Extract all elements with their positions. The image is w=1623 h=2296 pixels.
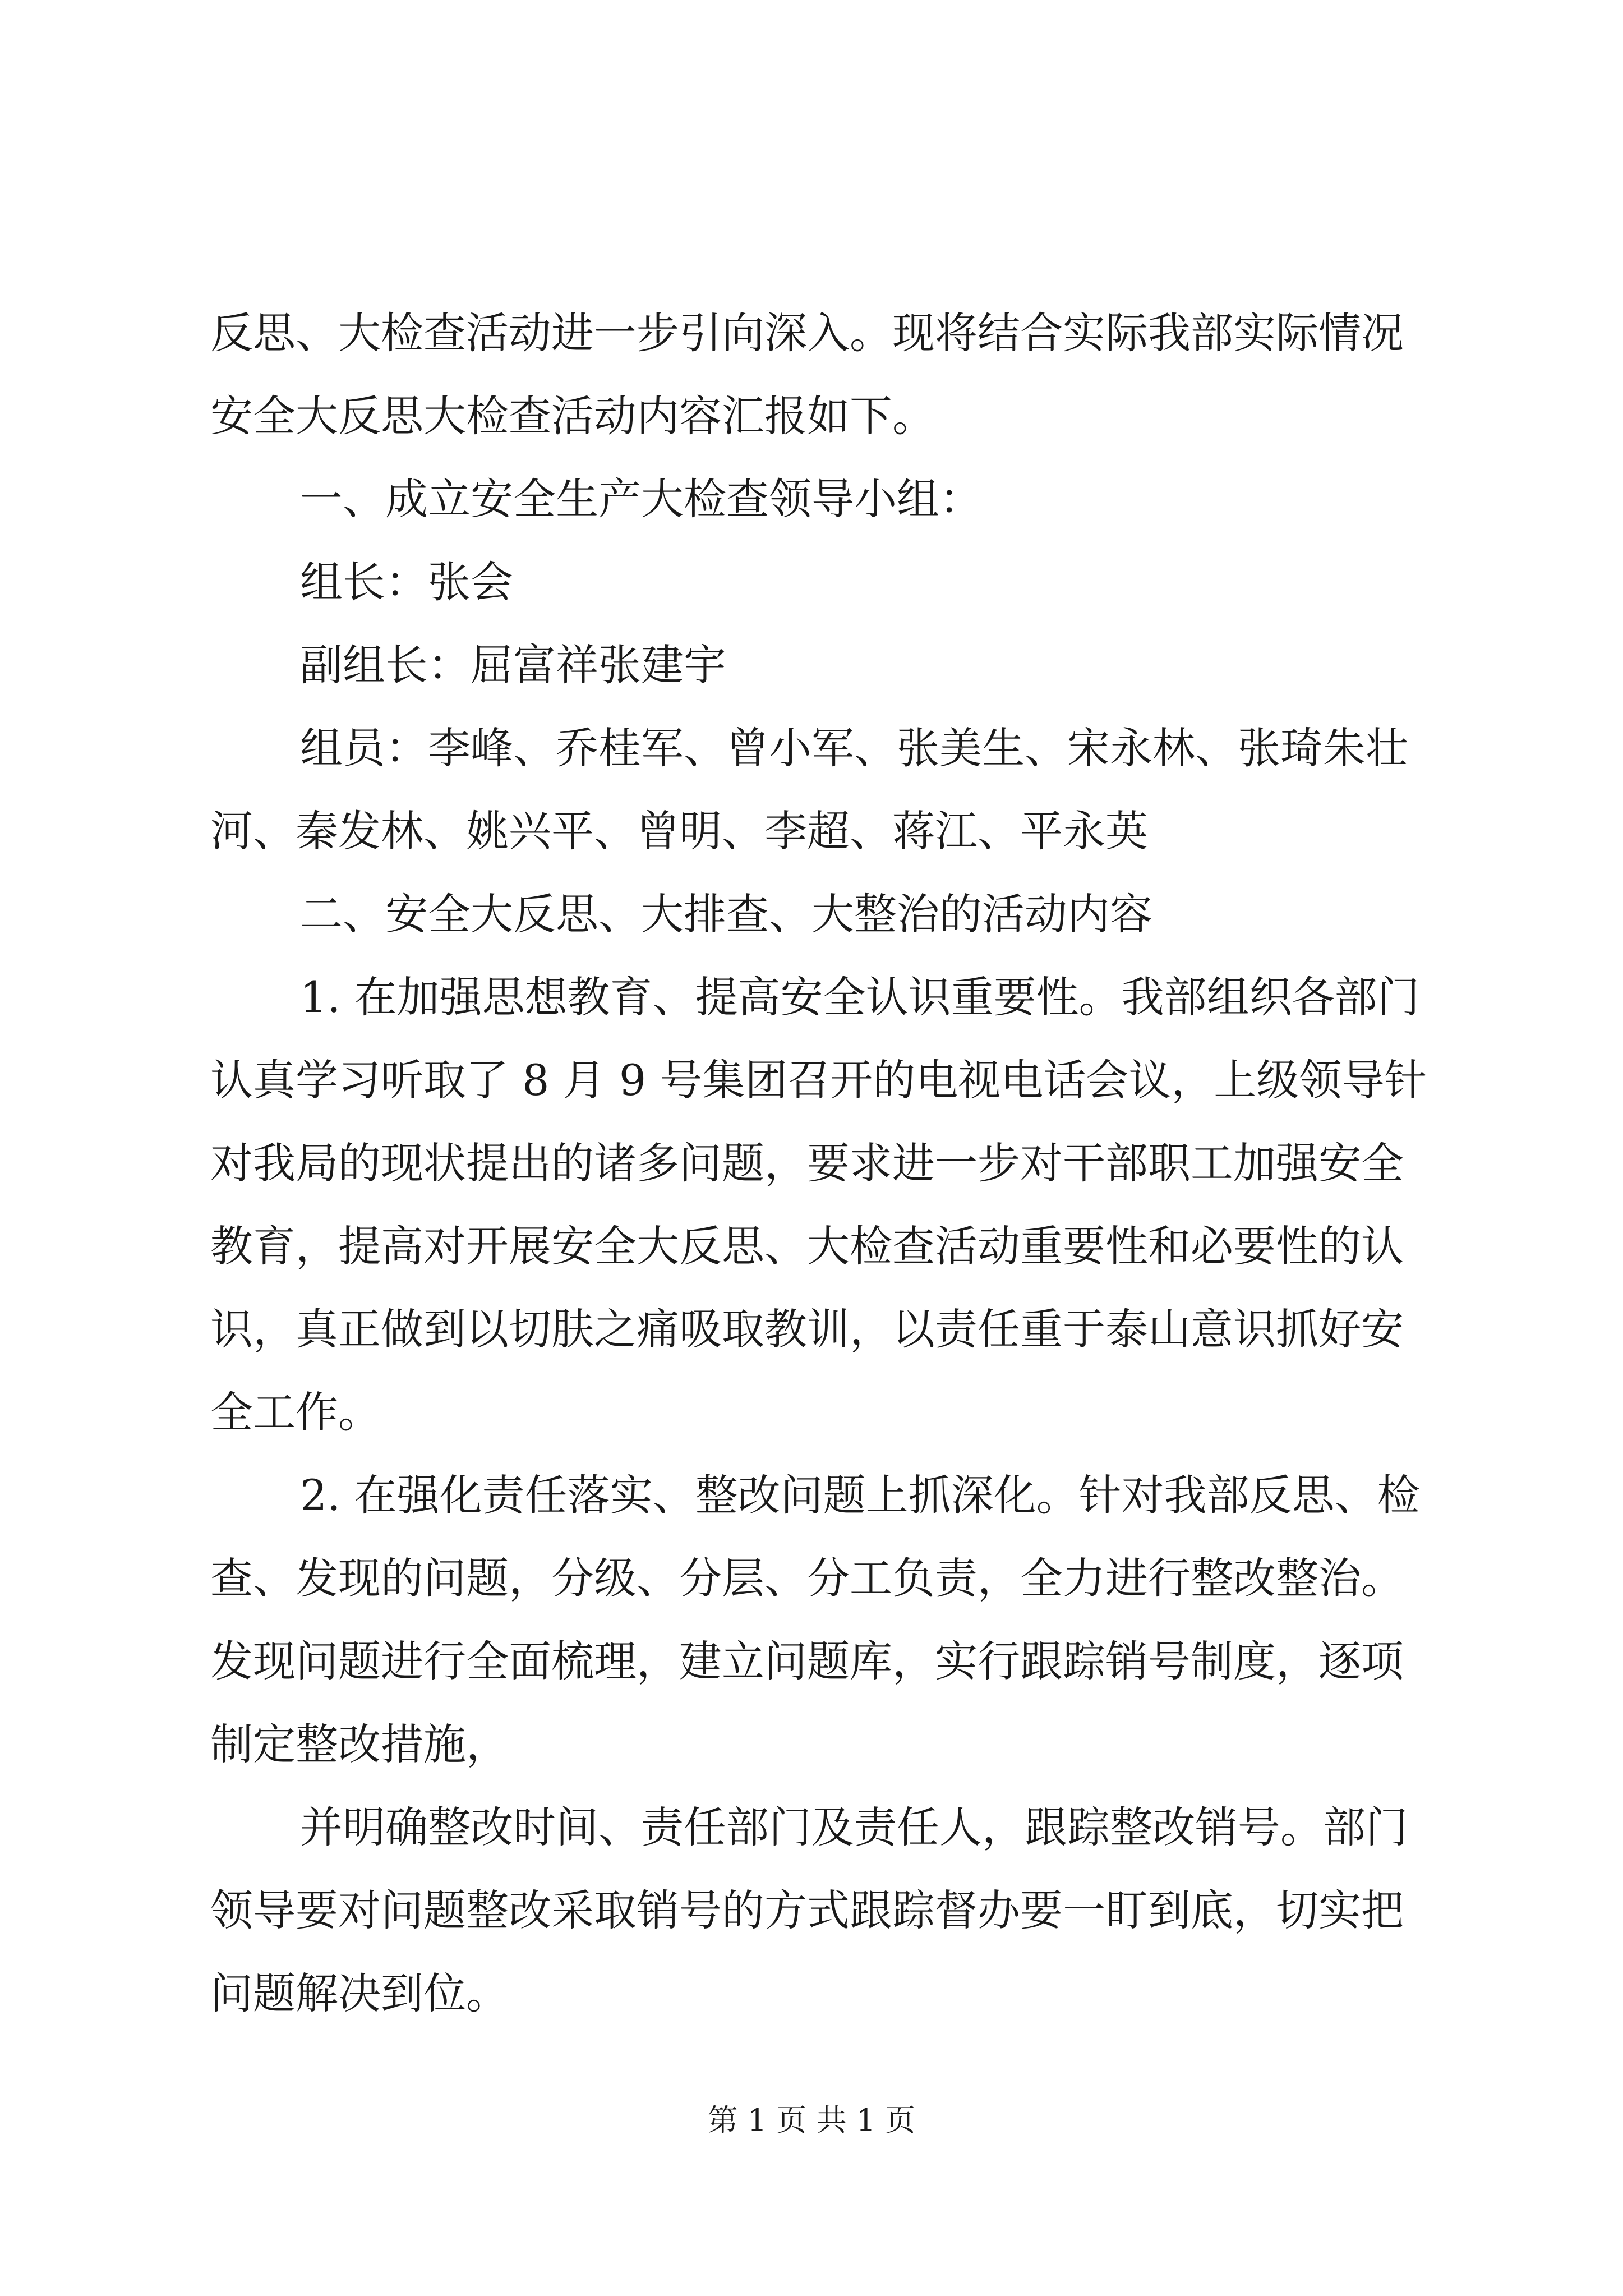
section-heading-2: 二、安全大反思、大排查、大整治的活动内容: [300, 889, 1152, 939]
paragraph-2-line-1: 2. 在强化责任落实、整改问题上抓深化。针对我部反思、检: [300, 1470, 1420, 1520]
paragraph-3-line-3: 问题解决到位。: [210, 1968, 509, 2018]
body-line-2: 安全大反思大检查活动内容汇报如下。: [210, 391, 935, 441]
paragraph-2-line-3: 发现问题进行全面梳理，建立问题库，实行跟踪销号制度，逐项: [210, 1636, 1404, 1686]
section-heading-1: 一、成立安全生产大检查领导小组：: [300, 474, 982, 524]
paragraph-3-line-2: 领导要对问题整改采取销号的方式跟踪督办要一盯到底，切实把: [210, 1885, 1404, 1935]
body-line-1: 反思、大检查活动进一步引向深入。现将结合实际我部实际情况: [210, 308, 1404, 358]
paragraph-1-line-1: 1. 在加强思想教育、提高安全认识重要性。我部组织各部门: [300, 972, 1420, 1022]
paragraph-1-line-4: 教育，提高对开展安全大反思、大检查活动重要性和必要性的认: [210, 1221, 1404, 1271]
members-line-2: 河、秦发林、姚兴平、曾明、李超、蒋江、平永英: [210, 806, 1148, 856]
paragraph-3-line-1: 并明确整改时间、责任部门及责任人，跟踪整改销号。部门: [300, 1802, 1408, 1852]
paragraph-1-line-6: 全工作。: [210, 1387, 381, 1437]
paragraph-1-line-3: 对我局的现状提出的诸多问题，要求进一步对干部职工加强安全: [210, 1138, 1404, 1188]
page-number-label: 第 1 页 共 1 页: [707, 2102, 916, 2138]
deputy-leader-line: 副组长：屈富祥张建宇: [300, 640, 726, 690]
paragraph-2-line-2: 查、发现的问题，分级、分层、分工负责，全力进行整改整治。: [210, 1553, 1404, 1603]
page-footer: [0, 2101, 1623, 2140]
members-line-1: 组员：李峰、乔桂军、曾小军、张美生、宋永林、张琦朱壮: [300, 723, 1408, 773]
group-leader-line: 组长：张会: [300, 557, 513, 607]
paragraph-2-line-4: 制定整改措施，: [210, 1719, 509, 1769]
paragraph-1-line-5: 识，真正做到以切肤之痛吸取教训，以责任重于泰山意识抓好安: [210, 1304, 1404, 1354]
paragraph-1-line-2: 认真学习听取了 8 月 9 号集团召开的电视电话会议，上级领导针: [210, 1055, 1427, 1105]
document-body: [210, 292, 1427, 2035]
